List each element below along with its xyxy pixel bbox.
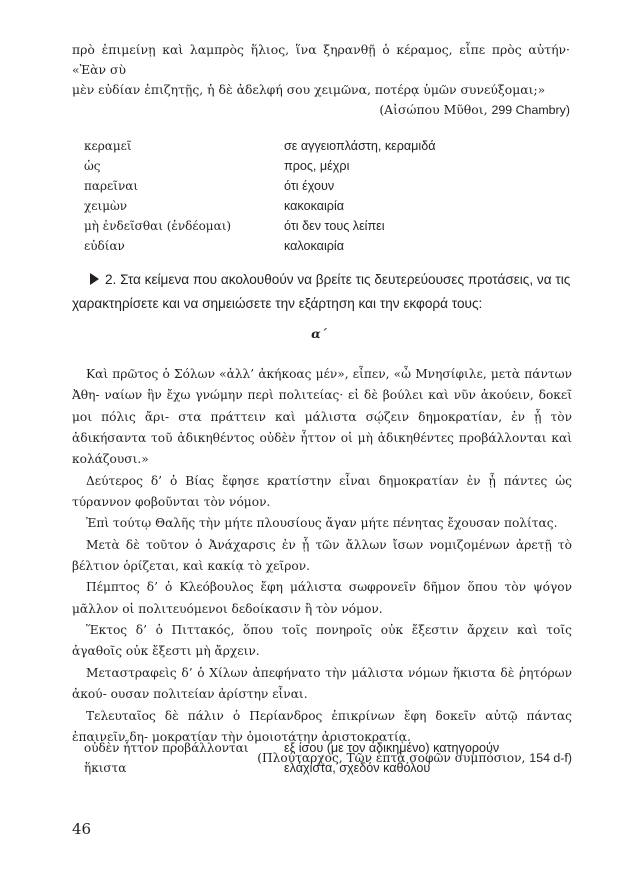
glossary-term: χειμὼν bbox=[84, 199, 128, 213]
glossary-row bbox=[84, 196, 564, 216]
passage-line: στα πράττειν καὶ μάλιστα σῴζειν δημοκρατίαν, ἐν ᾗ τὸν ἀδικήσαντα τοῦ ἀδικηθέντος bbox=[72, 409, 572, 446]
citation-author: (Αἰσώπου Μῦθοι, bbox=[379, 102, 488, 117]
passage-paragraph bbox=[72, 620, 572, 663]
glossary-term: κεραμεῖ bbox=[84, 139, 132, 153]
page-number: 46 bbox=[72, 820, 92, 838]
glossary-definition: προς, μέχρι bbox=[284, 159, 350, 173]
glossary-definition: ελάχιστα, σχεδόν καθόλου bbox=[284, 761, 431, 775]
passage-line: Ἕκτος δ’ ὁ Πιττακός, ὅπου τοῖς πονηροῖς οὐκ ἔξεστιν ἄρχειν καὶ τοῖς ἀγαθοῖς οὐκ bbox=[72, 623, 572, 659]
exercise-line bbox=[72, 268, 572, 292]
passage-line: Ἐπὶ τούτῳ Θαλῆς τὴν μήτε πλουσίους ἄγαν μήτε πένητας ἔχουσαν πολίτας. bbox=[86, 516, 558, 531]
passage-line: Δεύτερος δ’ ὁ Βίας ἔφησε κρατίστην εἶναι δημοκρατίαν ἐν ᾗ πάντες ὡς τύραννον bbox=[72, 473, 572, 510]
glossary-definition: εξ ίσου (με τον αδικημένο) κατηγορούν bbox=[284, 741, 500, 755]
glossary-definition: ότι έχουν bbox=[284, 179, 335, 193]
glossary-term: οὐδὲν ἧττον προβάλλονται bbox=[84, 741, 249, 755]
passage-line: ναίων ἣν ἔχω γνώμην περὶ πολιτείας· εἰ δὲ βούλει καὶ νῦν ἀκούειν, δοκεῖ μοι πόλις ἄρι- bbox=[72, 388, 572, 424]
passage-line: Μεταστραφεὶς δ’ ὁ Χίλων ἀπεφήνατο τὴν μάλιστα νόμων ἥκιστα δὲ ῥητόρων ἀκού- bbox=[72, 665, 572, 702]
passage-line: ουσαν πολιτείαν ἀρίστην εἶναι. bbox=[110, 687, 308, 702]
exercise-line: χαρακτηρίσετε και να σημειώσετε την εξάρτηση και την εκφορά τους: bbox=[72, 296, 483, 311]
passage-line: Τελευταῖος δὲ πάλιν ὁ Περίανδρος ἐπικρίνων ἔφη δοκεῖν αὐτῷ πάντας ἐπαινεῖν δη- bbox=[72, 708, 572, 744]
glossary-definition: κακοκαιρία bbox=[284, 199, 345, 213]
glossary-term: ὡς bbox=[84, 159, 101, 173]
glossary-row bbox=[84, 236, 564, 256]
glossary-row bbox=[84, 216, 564, 236]
glossary-term: παρεῖναι bbox=[84, 179, 139, 193]
glossary-term: ἥκιστα bbox=[84, 761, 127, 775]
exercise-text: 2. Στα κείμενα που ακολουθούν να βρείτε τις δευτερεύουσες προτάσεις, να τις bbox=[105, 272, 571, 287]
intro-citation bbox=[72, 100, 570, 120]
exercise-instruction bbox=[72, 268, 572, 316]
source-author: (Πλούταρχος, Τῶν ἑπτὰ σοφῶν συμπόσιον, bbox=[257, 751, 526, 766]
passage-paragraph bbox=[72, 513, 572, 534]
passage-line: πολιτευόμενοι δεδοίκασιν ἢ τὸν νόμον. bbox=[138, 601, 383, 616]
glossary-2 bbox=[84, 738, 564, 778]
glossary-row bbox=[84, 758, 564, 778]
source-ref: 154 d-f) bbox=[529, 751, 572, 766]
passage-line: ἔξεστι μὴ ἄρχειν. bbox=[152, 644, 260, 659]
passage-line: ὁρίζεται, καὶ κακίᾳ τὸ χεῖρον. bbox=[123, 559, 310, 574]
passage-paragraph bbox=[72, 577, 572, 620]
passage-paragraph bbox=[72, 364, 572, 471]
greek-passage bbox=[72, 364, 572, 770]
passage-line: μοκρατίαν τὴν ὁμοιοτάτην ἀριστοκρατίᾳ. bbox=[151, 729, 411, 744]
section-label: α΄ bbox=[311, 326, 327, 341]
glossary-term: εὐδίαν bbox=[84, 239, 125, 253]
glossary-definition: καλοκαιρία bbox=[284, 239, 344, 253]
intro-line: μὲν εὐδίαν ἐπιζητῇς, ἡ δὲ ἀδελφή σου χειμῶνα, ποτέρᾳ ὑμῶν συνεύξομαι;» bbox=[72, 82, 546, 97]
glossary-row bbox=[84, 176, 564, 196]
glossary-term: μὴ ἐνδεῖσθαι (ἐνδέομαι) bbox=[84, 219, 232, 233]
citation-ref: 299 Chambry) bbox=[491, 103, 570, 117]
glossary-definition: ότι δεν τους λείπει bbox=[284, 219, 385, 233]
intro-line: πρὸ ἐπιμείνῃ καὶ λαμπρὸς ἥλιος, ἵνα ξηρανθῇ ὁ κέραμος, εἶπε πρὸς αὐτήν· «Ἐὰν σὺ bbox=[72, 42, 570, 77]
passage-paragraph bbox=[72, 663, 572, 706]
glossary-row bbox=[84, 156, 564, 176]
glossary-row bbox=[84, 738, 564, 758]
glossary-row bbox=[84, 136, 564, 156]
intro-text bbox=[72, 40, 570, 120]
passage-line: Καὶ πρῶτος ὁ Σόλων «ἀλλ’ ἀκήκοας μέν», εἶπεν, «ὦ Μνησίφιλε, μετὰ πάντων Ἀθη- bbox=[72, 367, 572, 403]
arrow-bullet-icon bbox=[90, 273, 99, 285]
glossary-1 bbox=[84, 136, 564, 256]
passage-paragraph bbox=[72, 471, 572, 514]
passage-line: Πέμπτος δ’ ὁ Κλεόβουλος ἔφη μάλιστα σωφρονεῖν δῆμον ὅπου τὸν ψόγον μᾶλλον οἱ bbox=[72, 580, 572, 616]
glossary-definition: σε αγγειοπλάστη, κεραμιδά bbox=[284, 139, 436, 153]
passage-paragraph bbox=[72, 535, 572, 578]
passage-line: φοβοῦνται τὸν νόμον. bbox=[135, 495, 271, 510]
passage-line: οὐδὲν ἧττον οἱ μὴ ἀδικηθέντες προβάλλονται καὶ κολάζουσι.» bbox=[72, 431, 573, 467]
passage-line: Μετὰ δὲ τοῦτον ὁ Ἀνάχαρσις ἐν ᾗ τῶν ἄλλων ἴσων νομιζομένων ἀρετῇ τὸ βέλτιον bbox=[72, 537, 572, 574]
